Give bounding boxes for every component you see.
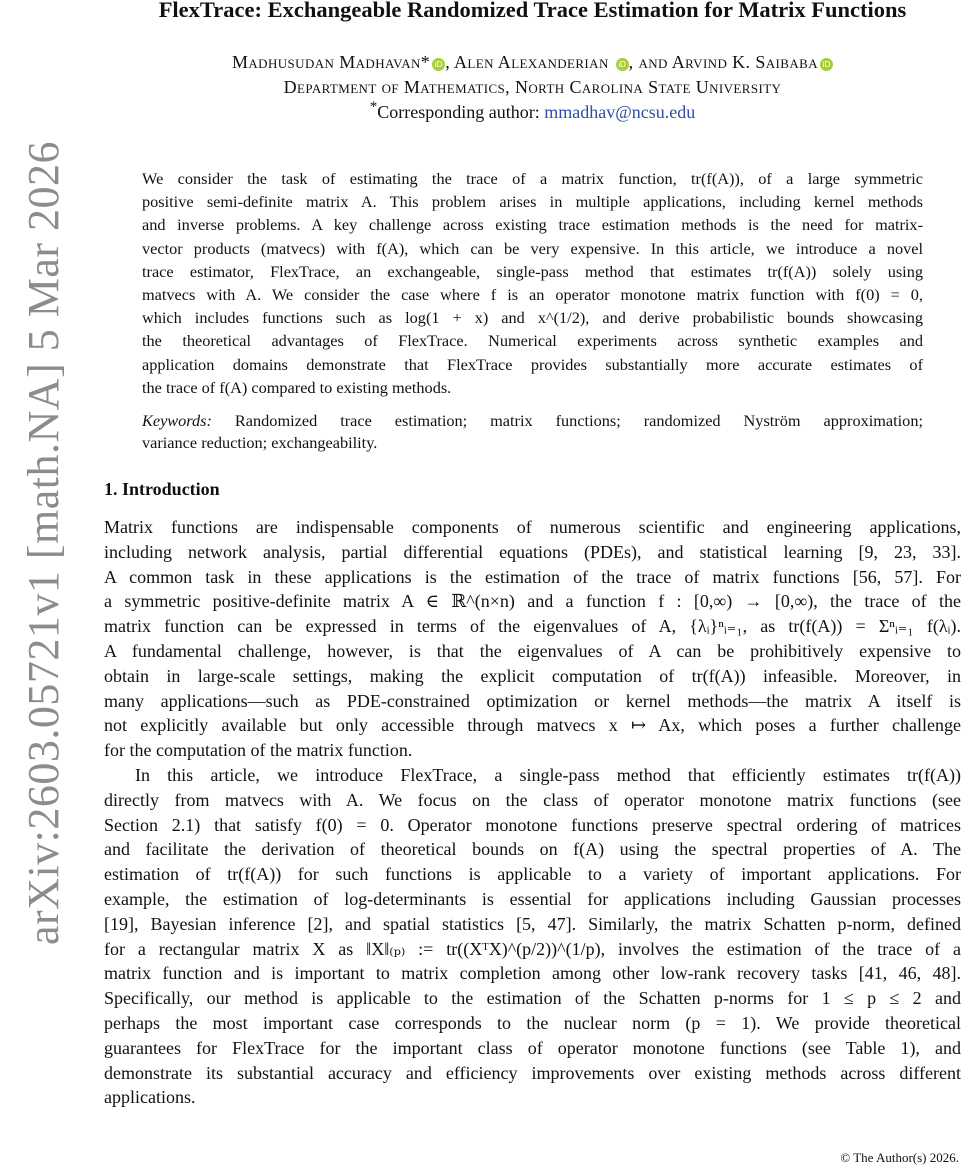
body-line: a symmetric positive-definite matrix A ∈ ℝ^(n×n) and a function f : [0,∞) → [0,∞), the trace of the (104, 591, 961, 612)
body-line: including network analysis, partial differential equations (PDEs), and statistical learning [9, 23, 33]. (104, 541, 961, 562)
abstract-line: application domains demonstrate that FlexTrace provides substantially more accurate estimates of (142, 354, 923, 374)
body-line: A fundamental challenge, however, is that the eigenvalues of A can be prohibitively expensive to (104, 640, 961, 661)
affiliation: Department of Mathematics, North Carolina State University (283, 77, 782, 97)
author-saibaba: , and Arvind K. Saibaba (628, 52, 818, 72)
abstract-line: vector products (matvecs) with f(A), which can be very expensive. In this article, we introduce a novel (142, 238, 923, 258)
paper-title: FlexTrace: Exchangeable Randomized Trace Estimation for Matrix Functions (158, 0, 907, 22)
keywords-label: Keywords: (142, 411, 212, 430)
body-line: estimation of tr(f(A)) for such functions is applicable to a variety of important applications. For (104, 864, 961, 885)
section-heading: 1. Introduction (104, 479, 220, 499)
body-line: perhaps the most important case corresponds to the nuclear norm (p = 1). We provide theoretical (104, 1012, 961, 1033)
keywords-line (142, 410, 923, 432)
orcid-icon[interactable]: iD (616, 58, 629, 71)
copyright-footer: © The Author(s) 2026. (840, 1150, 959, 1165)
body-line: for the computation of the matrix function. (104, 740, 413, 761)
body-line: applications. (104, 1087, 196, 1108)
body-line: guarantees for FlexTrace for the important class of operator monotone functions (see Table 1), and (104, 1037, 961, 1058)
body-line: obtain in large-scale settings, making the explicit computation of tr(f(A)) infeasible. Moreover, in (104, 665, 961, 686)
abstract-line: the theoretical advantages of FlexTrace. Numerical experiments across synthetic examples and (142, 331, 923, 351)
body-line: not explicitly available but only accessible through matvecs x ↦ Ax, which poses a further challenge (104, 715, 961, 736)
body-line: and facilitate the derivation of theoretical bounds on f(A) using the spectral properties of A. The (104, 839, 961, 860)
keywords (142, 410, 923, 454)
abstract-line: and inverse problems. A key challenge across existing trace estimation methods is the need for matrix- (142, 215, 923, 235)
corresponding-email-link[interactable]: mmadhav@ncsu.edu (544, 102, 696, 122)
body-line: demonstrate its substantial accuracy and efficiency improvements over existing methods across different (104, 1062, 961, 1083)
arxiv-identifier: arXiv:2603.05721v1 [math.NA] 5 Mar 2026 (19, 140, 68, 945)
keywords-text: Randomized trace estimation; matrix functions; randomized Nyström approximation; (211, 411, 923, 430)
body-line: Section 2.1) that satisfy f(0) = 0. Operator monotone functions preserve spectral ordering of matrices (104, 814, 961, 835)
corresponding-author: *Corresponding author: mmadhav@ncsu.edu (369, 99, 696, 122)
abstract-line: matvecs with A. We consider the case where f is an operator monotone matrix function with f(0) = 0, (142, 284, 923, 304)
orcid-icon[interactable]: iD (820, 58, 833, 71)
keywords-line: variance reduction; exchangeability. (142, 433, 378, 452)
body-line: directly from matvecs with A. We focus on the class of operator monotone matrix functions (see (104, 789, 961, 810)
abstract-line: the trace of f(A) compared to existing methods. (142, 377, 452, 397)
abstract-line: positive semi-definite matrix A. This problem arises in multiple applications, including kernel methods (142, 192, 923, 212)
body-line: In this article, we introduce FlexTrace, a single-pass method that efficiently estimates tr(f(A)) (135, 764, 961, 785)
abstract (142, 167, 923, 399)
abstract-line: We consider the task of estimating the trace of a matrix function, tr(f(A)), of a large symmetric (142, 169, 923, 188)
corresponding-label: Corresponding author: (377, 102, 545, 122)
body-line: Matrix functions are indispensable components of numerous scientific and engineering applications, (104, 517, 961, 537)
body-line: Specifically, our method is applicable to the estimation of the Schatten p-norms for 1 ≤ p ≤ 2 and (104, 988, 961, 1009)
author-madhavan: Madhusudan Madhavan* (231, 52, 431, 72)
orcid-icon[interactable]: iD (432, 58, 445, 71)
abstract-line: trace estimator, FlexTrace, an exchangeable, single-pass method that estimates tr(f(A)) solely using (142, 261, 923, 281)
body-line: [19], Bayesian inference [2], and spatial statistics [5, 47]. Similarly, the matrix Schatten p-norm, defined (104, 913, 961, 934)
body-line: A common task in these applications is the estimation of the trace of matrix functions [56, 57]. For (104, 566, 961, 587)
author-alexanderian: Alen Alexanderian (454, 52, 609, 72)
author-line: Madhusudan Madhavan* iD , Alen Alexanderian iD , and Arvind K. Saibaba iD (104, 50, 961, 75)
body-line: example, the estimation of log-determinants is essential for applications including Gaussian processes (104, 888, 961, 909)
body-line: many applications—such as PDE-constrained optimization or kernel methods—the matrix A itself is (104, 690, 961, 711)
abstract-line: which includes functions such as log(1 + x) and x^(1/2), and derive probabilistic bounds showcasing (142, 308, 923, 328)
body-line: matrix function can be expressed in terms of the eigenvalues of A, {λᵢ}ⁿᵢ₌₁, as tr(f(A)) = Σⁿᵢ₌₁ f(λᵢ). (104, 616, 961, 637)
author-block (104, 50, 961, 100)
body-line: matrix function and is important to matrix completion among other low-rank recovery tasks [41, 46, 48]. (104, 963, 961, 984)
body-line: for a rectangular matrix X as ‖X‖₍ₚ₎ := tr((XᵀX)^(p/2))^(1/p), involves the estimation of the trace of a (104, 938, 961, 959)
body-text (104, 515, 961, 1110)
